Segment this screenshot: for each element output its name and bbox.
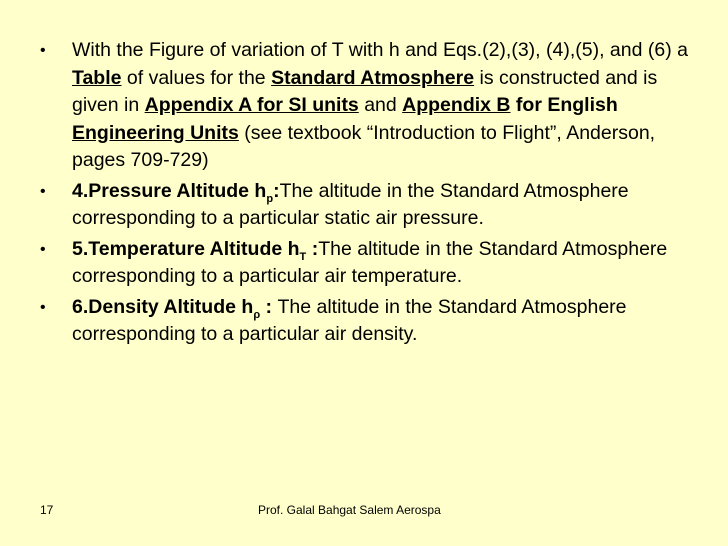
bullet-item-pressure-altitude xyxy=(40,178,700,233)
subscript-p: p xyxy=(266,192,274,205)
subscript-rho: ρ xyxy=(253,308,261,321)
appendix-b-term: Appendix B xyxy=(402,94,511,116)
colon: : xyxy=(260,295,273,318)
slide-number: 17 xyxy=(40,503,54,517)
bullet-item-standard-atmosphere-table xyxy=(40,37,700,175)
bullet-dot: • xyxy=(40,298,46,316)
text: is constructed and is given in xyxy=(72,66,658,116)
temperature-altitude-title: 5.Temperature Altitude h xyxy=(72,237,300,260)
text-bold: for English xyxy=(510,94,618,116)
subscript-t: T xyxy=(299,250,307,263)
bullet-item-temperature-altitude xyxy=(40,236,700,291)
engineering-units-term: Engineering Units xyxy=(72,121,239,144)
pressure-altitude-title: 4.Pressure Altitude h xyxy=(72,179,267,202)
colon: : xyxy=(273,179,280,202)
standard-atmosphere-term: Standard Atmosphere xyxy=(271,66,475,89)
bullet-dot: • xyxy=(40,42,46,59)
colon: : xyxy=(306,237,319,260)
temperature-altitude-definition: The altitude in the Standard Atmosphere corresponding to a particular air temperature. xyxy=(72,237,668,287)
density-altitude-definition: The altitude in the Standard Atmosphere corresponding to a particular air density. xyxy=(72,295,627,345)
text: With the Figure of variation of T with h and Eqs.(2),(3), (4),(5), and (6) a xyxy=(72,39,688,61)
text: (see textbook “Introduction to Flight”, Anderson, pages 709-729) xyxy=(72,121,656,171)
pressure-altitude-definition: The altitude in the Standard Atmosphere corresponding to a particular static air pressure. xyxy=(72,179,629,229)
bullet-item-density-altitude xyxy=(40,294,700,349)
bullet-dot: • xyxy=(40,240,46,258)
text: of values for the xyxy=(121,66,272,89)
bullet-dot: • xyxy=(40,182,46,200)
bullet-list xyxy=(40,37,700,352)
text: and xyxy=(358,94,403,116)
table-term: Table xyxy=(72,66,122,89)
density-altitude-title: 6.Density Altitude h xyxy=(72,295,254,318)
footer-author: Prof. Galal Bahgat Salem Aerospa xyxy=(258,503,441,517)
appendix-a-term: Appendix A for SI units xyxy=(144,94,359,116)
